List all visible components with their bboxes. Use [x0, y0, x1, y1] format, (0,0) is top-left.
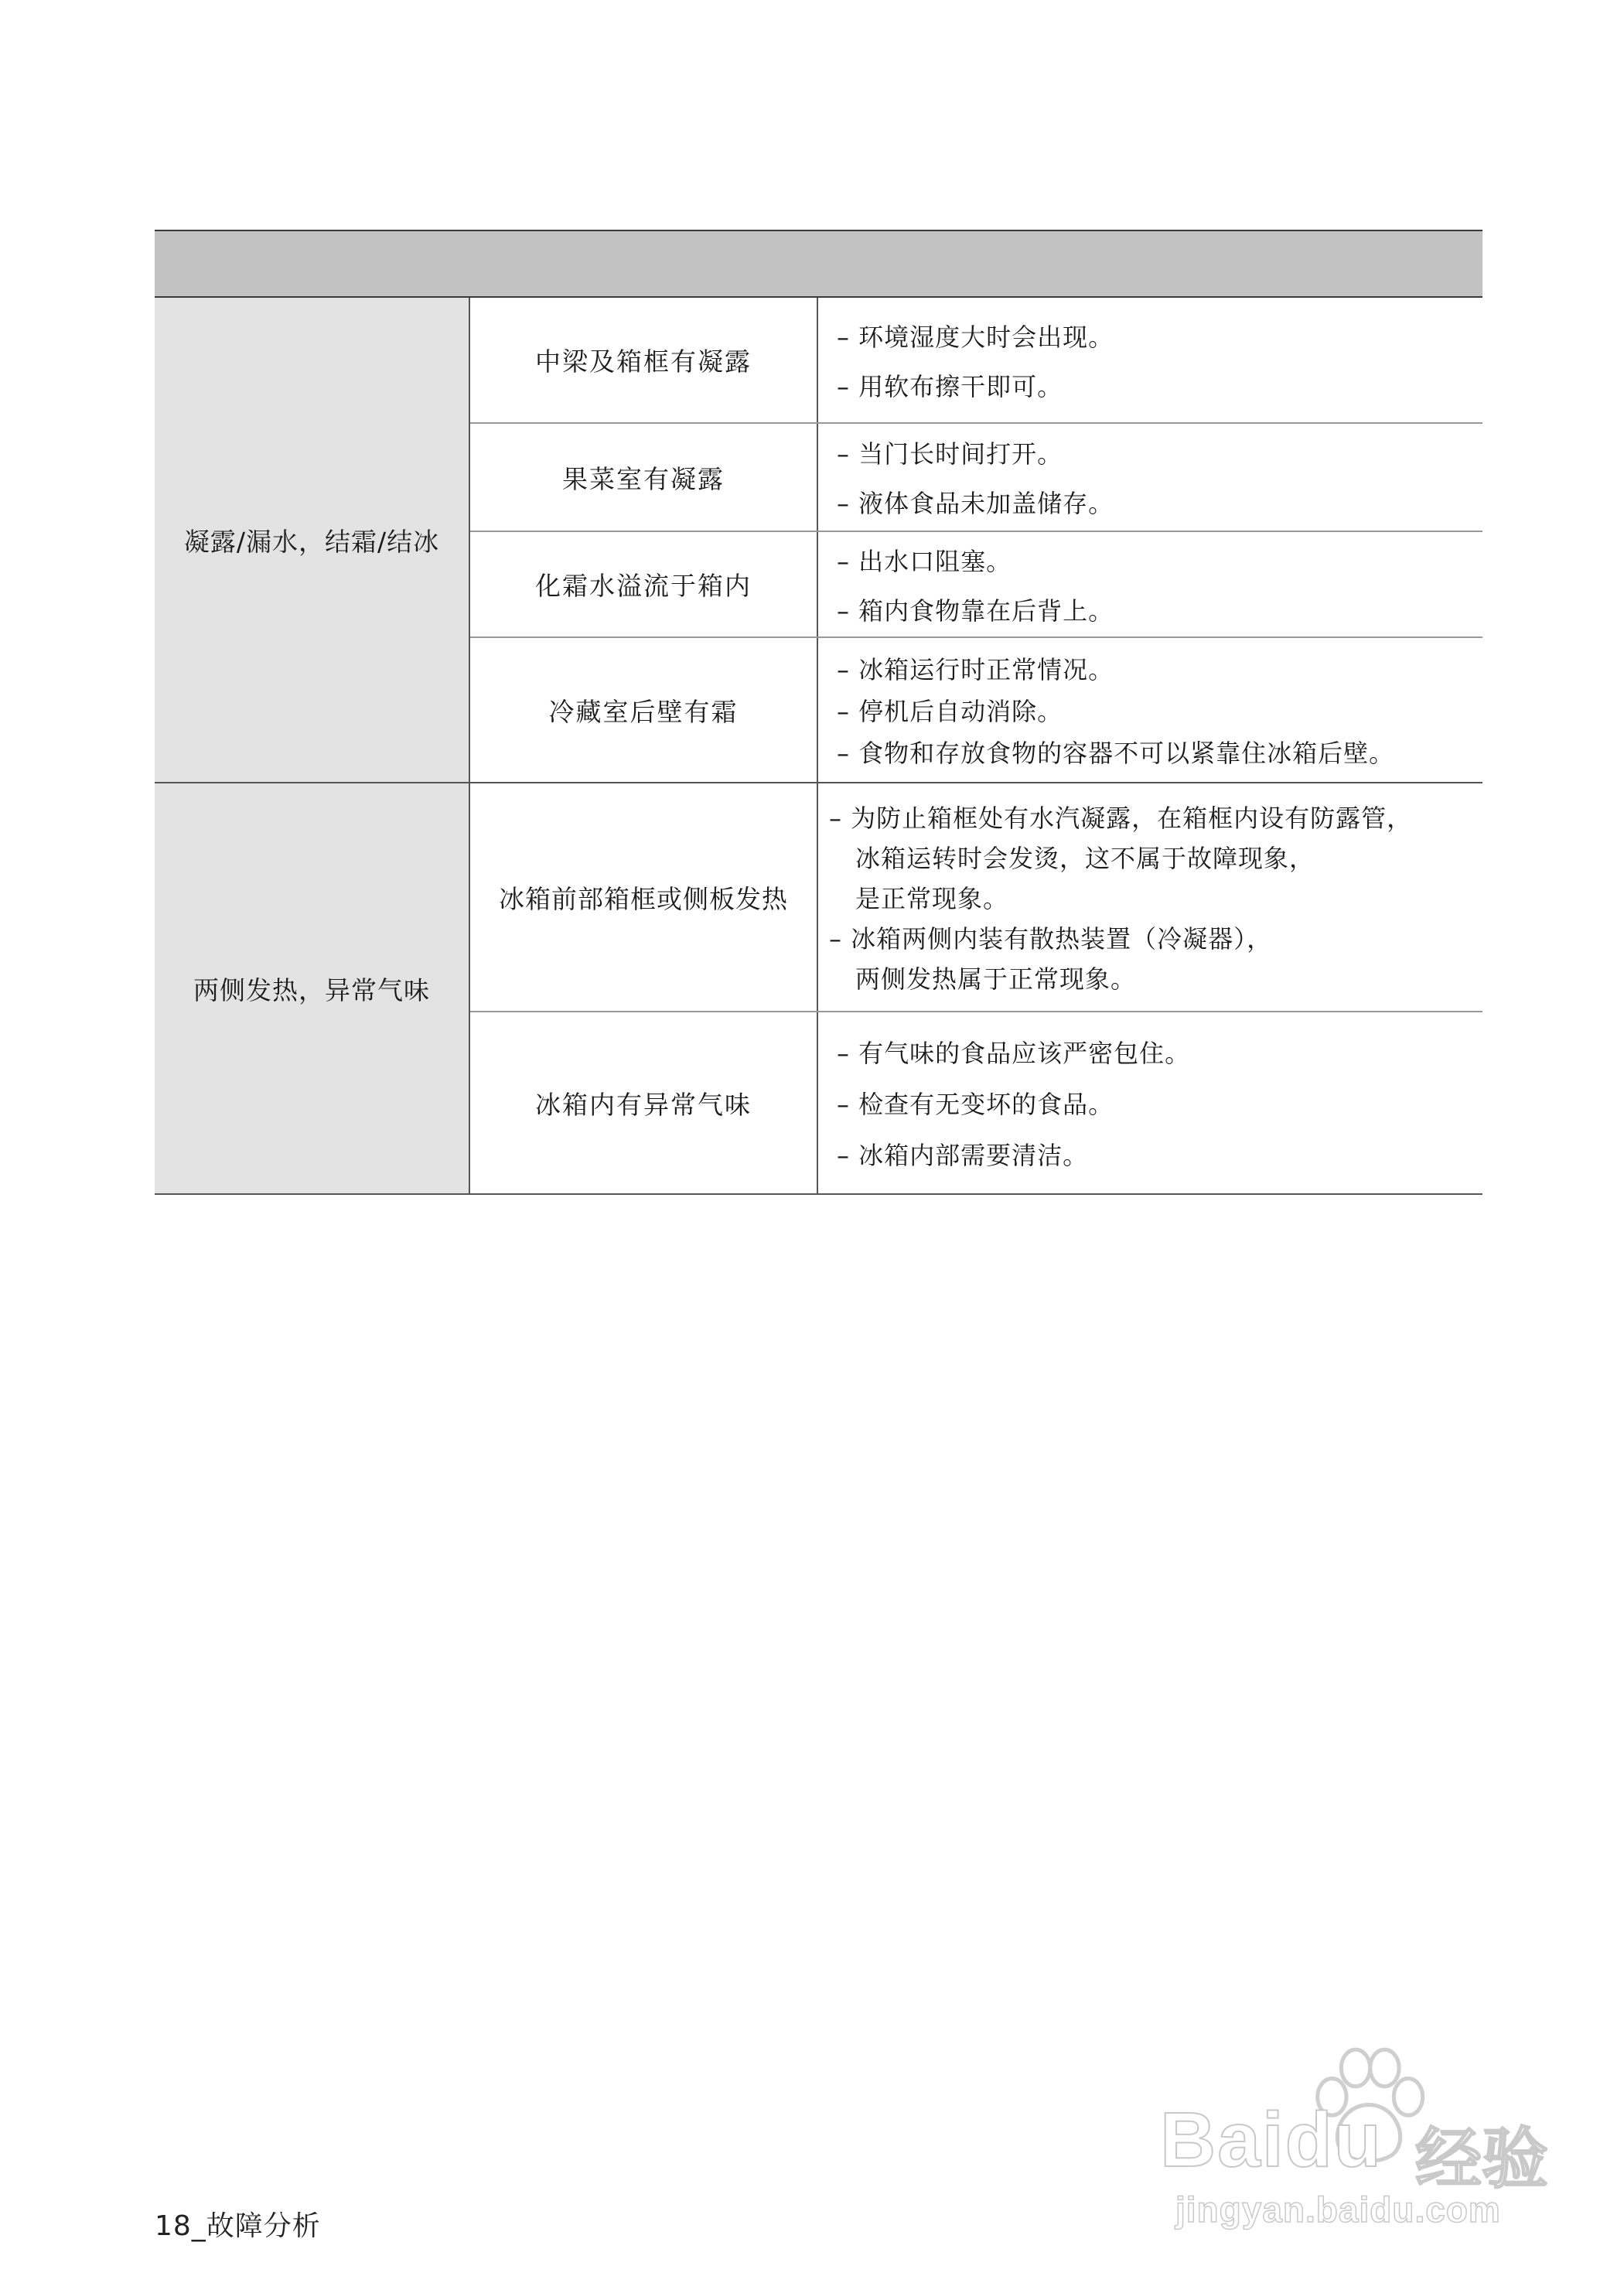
solution-line: – 冰箱运行时正常情况。: [837, 655, 1114, 684]
solution-line: 两侧发热属于正常现象。: [855, 964, 1137, 994]
watermark-url: jingyan.baidu.com: [1175, 2189, 1501, 2230]
table-row: [155, 783, 1482, 1012]
category-cell: 两侧发热，异常气味: [155, 783, 469, 1194]
symptom-cell: 化霜水溢流于箱内: [469, 531, 817, 637]
solution-line: – 冰箱内部需要清洁。: [837, 1141, 1089, 1170]
solution-line: – 用软布擦干即可。: [837, 371, 1063, 401]
symptom-cell: 冰箱前部箱框或侧板发热: [469, 783, 817, 1012]
solution-cell: [817, 423, 1482, 531]
symptom-cell: 果菜室有凝露: [469, 423, 817, 531]
category-cell: 凝露/漏水，结霜/结冰: [155, 297, 469, 783]
symptom-cell: 冷藏室后壁有霜: [469, 637, 817, 783]
table-row: [155, 297, 1482, 423]
solution-cell: [817, 637, 1482, 783]
solution-line: – 冰箱两侧内装有散热装置（冷凝器），: [829, 924, 1273, 954]
solution-line: 是正常现象。: [855, 884, 1009, 913]
baidu-jingyan-watermark: [1145, 2042, 1578, 2235]
solution-line: – 有气味的食品应该严密包住。: [837, 1039, 1191, 1068]
troubleshooting-table: [155, 230, 1482, 1195]
solution-line: – 环境湿度大时会出现。: [837, 322, 1114, 352]
solution-line: – 箱内食物靠在后背上。: [837, 595, 1114, 626]
solution-cell: [817, 783, 1482, 1012]
solution-line: 冰箱运转时会发烫，这不属于故障现象，: [855, 844, 1315, 873]
solution-line: – 液体食品未加盖储存。: [837, 489, 1114, 518]
header-band-cell: [155, 230, 1482, 297]
solution-line: – 为防止箱框处有水汽凝露，在箱框内设有防露管，: [829, 804, 1413, 833]
page-footer-label: 18_故障分析: [155, 2210, 321, 2242]
solution-line: – 停机后自动消除。: [837, 697, 1063, 726]
table-header-band: [155, 230, 1482, 297]
solution-line: – 出水口阻塞。: [837, 546, 1012, 576]
watermark-brand: Baidu: [1160, 2097, 1383, 2183]
solution-cell: [817, 297, 1482, 423]
solution-line: – 食物和存放食物的容器不可以紧靠住冰箱后壁。: [837, 739, 1395, 768]
solution-cell: [817, 1012, 1482, 1194]
solution-cell: [817, 531, 1482, 637]
solution-line: – 当门长时间打开。: [837, 439, 1063, 469]
symptom-cell: 中梁及箱框有凝露: [469, 297, 817, 423]
watermark-cn: 经验: [1415, 2122, 1548, 2196]
solution-line: – 检查有无变坏的食品。: [837, 1090, 1114, 1119]
symptom-cell: 冰箱内有异常气味: [469, 1012, 817, 1194]
